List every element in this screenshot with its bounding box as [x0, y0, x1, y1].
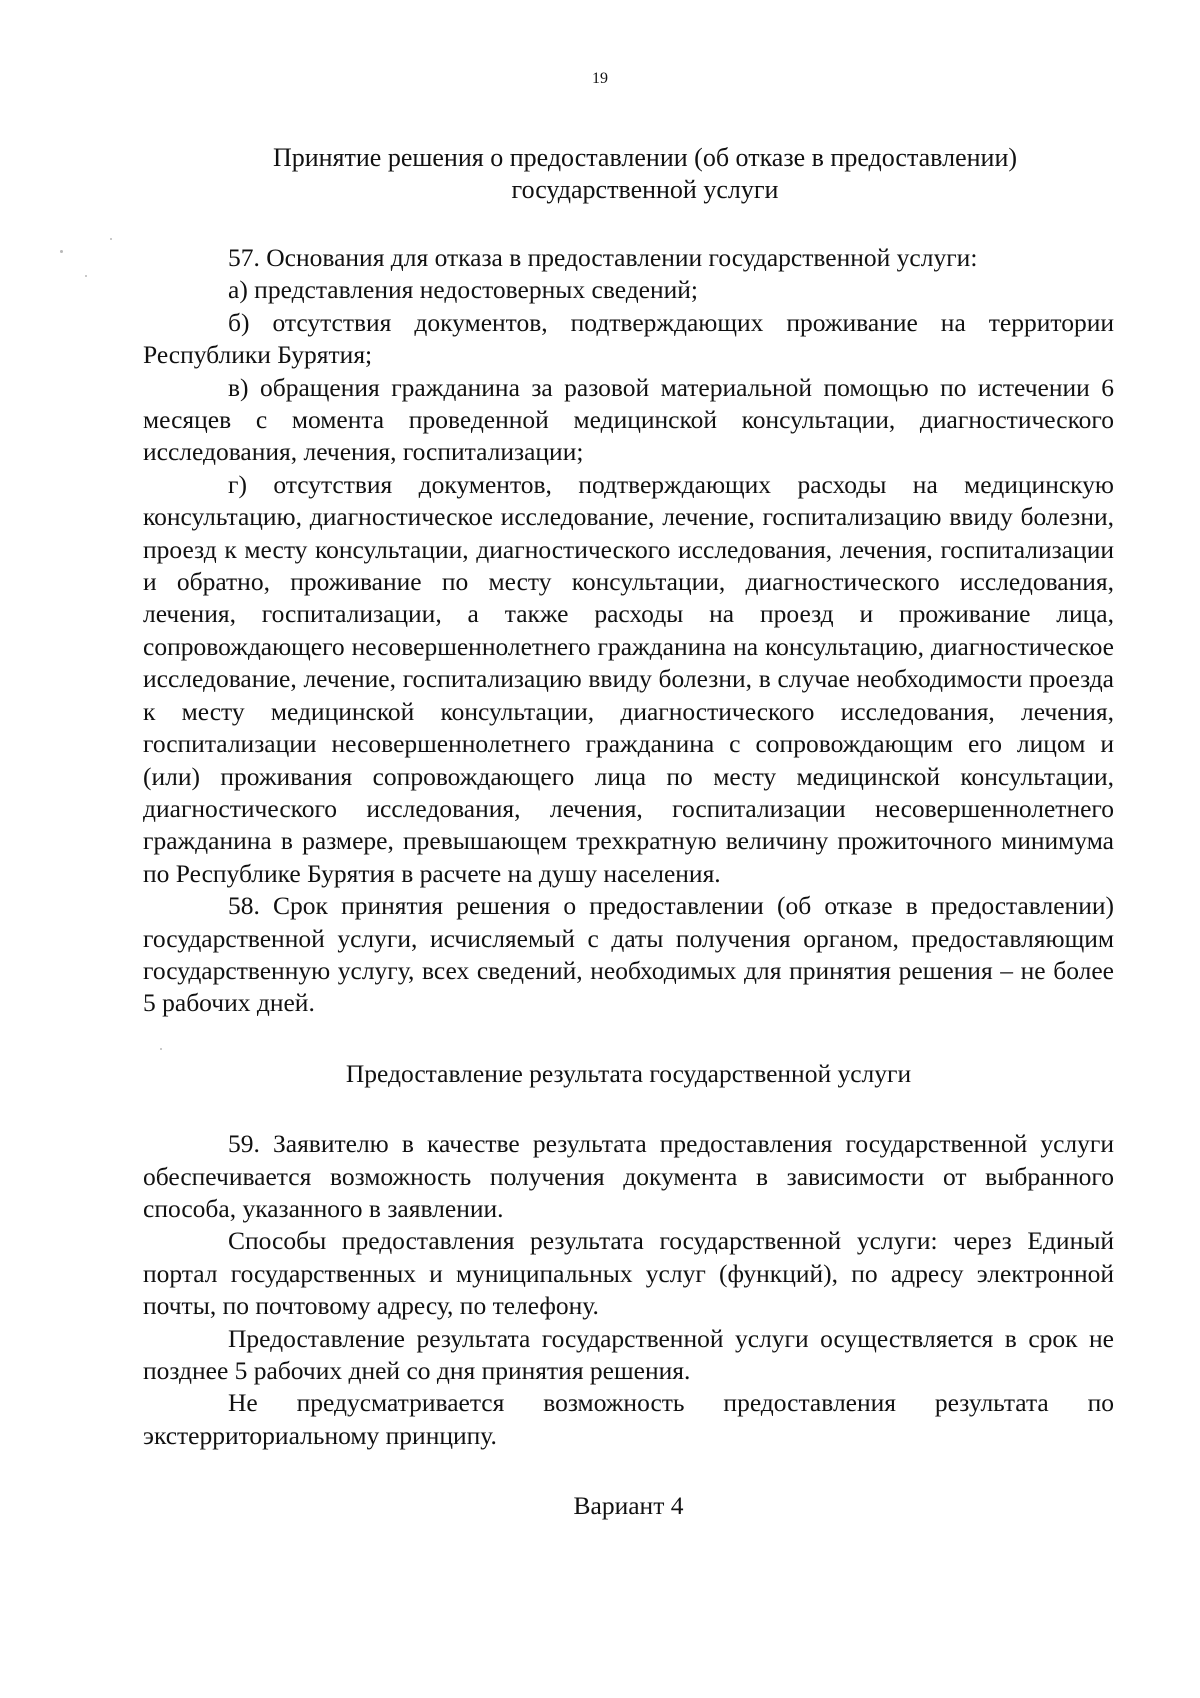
paragraph-57-g: г) отсутствия документов, подтверждающих расходы на медицинскую консультацию, диагностическое исследование, лечение, госпитализацию ввиду болезни, проезд к месту консультации, диагностического исследования, лечения, госпитализации и обратно, проживание по месту консультации, диагностического исследования, лечения, госпитализации, а также расходы на проезд и проживание лица, сопровождающего несовершеннолетнего гражданина на консультацию, диагностическое исследование, лечение, госпитализацию ввиду болезни, в случае необходимости проезда к месту медицинской консультации, диагностического исследования, лечения, госпитализации несовершеннолетнего гражданина с сопровождающим его лицом и (или) проживания сопровождающего лица по месту медицинской консультации, диагностического исследования, лечения, госпитализации несовершеннолетнего гражданина в размере, превышающем трехкратную величину прожиточного минимума по Республике Бурятия в расчете на душу населения. [143, 469, 1114, 888]
page-number: 19 [592, 70, 608, 87]
scan-speck [160, 1048, 162, 1050]
scan-speck [60, 250, 63, 253]
paragraph-57-a: а) представления недостоверных сведений; [228, 275, 699, 305]
paragraph-extraterritorial: Не предусматривается возможность предоставления результата по экстерриториальному принципу. [143, 1388, 1114, 1450]
section-title-result: Предоставление результата государственной услуги [345, 1058, 912, 1088]
paragraph-59: 59. Заявителю в качестве результата предоставления государственной услуги обеспечивается возможность получения документа в зависимости от выбранного способа, указанного в заявлении. [143, 1129, 1114, 1223]
heading-line: Принятие решения о предоставлении (об отказе в предоставлении) [272, 143, 1018, 172]
paragraph-57-b: б) отсутствия документов, подтверждающих проживание на территории Республики Бурятия; [143, 307, 1114, 370]
paragraph-methods: Способы предоставления результата государственной услуги: через Единый портал государственных и муниципальных услуг (функций), по адресу электронной почты, по почтовому адресу, по телефону. [143, 1226, 1114, 1321]
paragraph-57-v: в) обращения гражданина за разовой материальной помощью по истечении 6 месяцев с момента проведенной медицинской консультации, диагностического исследования, лечения, госпитализации; [143, 372, 1114, 467]
paragraph-57: 57. Основания для отказа в предоставлении государственной услуги: [228, 243, 978, 272]
scan-speck [110, 238, 112, 240]
heading-line: государственной услуги [511, 175, 779, 204]
document-body [143, 242, 1114, 1561]
heading-decision [160, 142, 1130, 206]
paragraph-deadline: Предоставление результата государственной услуги осуществляется в срок не позднее 5 рабочих дней со дня принятия решения. [143, 1323, 1114, 1385]
scan-speck [85, 275, 87, 277]
paragraph-58: 58. Срок принятия решения о предоставлении (об отказе в предоставлении) государственной услуги, исчисляемый с даты получения органом, предоставляющим государственную услугу, всех сведений, необходимых для принятия решения – не более 5 рабочих дней. [143, 891, 1114, 1018]
footer-heading-variant: Вариант 4 [573, 1491, 684, 1521]
